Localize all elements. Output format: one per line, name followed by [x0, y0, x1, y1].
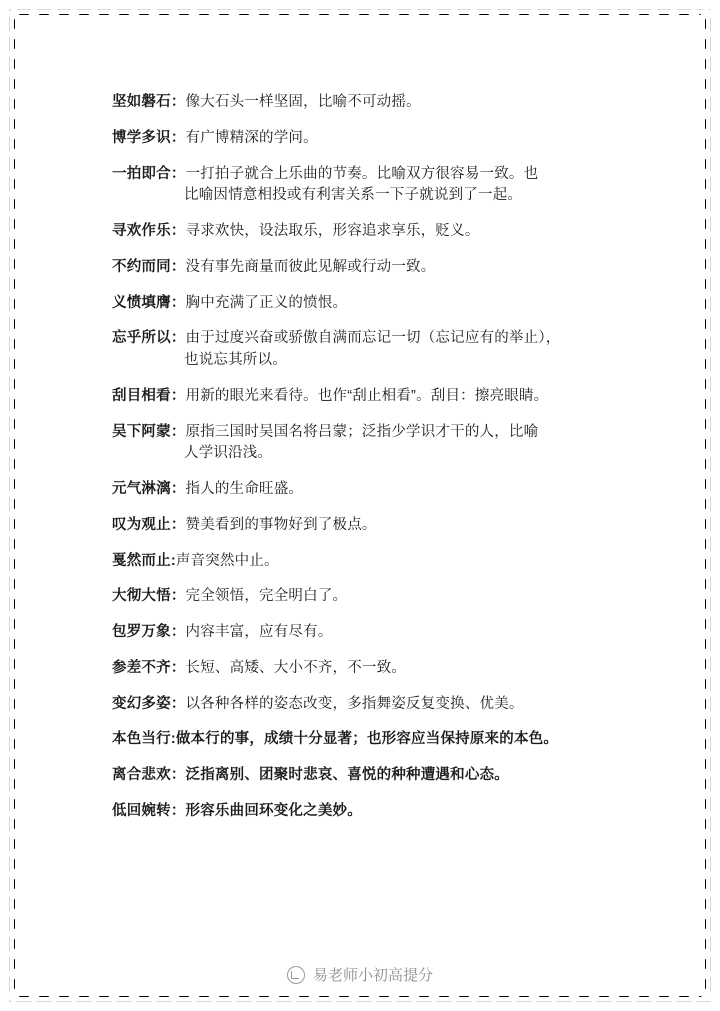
idiom-definition: 完全领悟，完全明白了。 — [185, 588, 348, 605]
idiom-term: 叹为观止 — [112, 516, 171, 533]
idiom-separator: ： — [170, 223, 186, 239]
idiom-entry — [112, 92, 622, 114]
idiom-definition: 没有事先商量而彼此见解或行动一致。 — [185, 258, 436, 275]
idiom-separator: ： — [170, 387, 186, 404]
idiom-separator: ： — [170, 659, 186, 676]
idiom-separator: ： — [170, 624, 186, 640]
idiom-definition: 形容乐曲回环变化之美妙。 — [185, 802, 362, 819]
idiom-term: 低回婉转 — [112, 802, 171, 819]
idiom-entry — [112, 658, 622, 680]
idiom-term: 包罗万象 — [112, 624, 171, 640]
idiom-term: 大彻大悟 — [112, 588, 171, 605]
idiom-term: 博学多识 — [112, 129, 171, 146]
idiom-separator: ： — [170, 767, 186, 783]
zhihu-logo-icon — [287, 966, 305, 984]
idiom-definition-continuation: 也说忘其所以。 — [184, 352, 287, 368]
idiom-separator: ： — [170, 258, 186, 275]
idiom-separator: ： — [170, 294, 186, 311]
idiom-entry — [112, 221, 622, 243]
idiom-definition: 以各种各样的姿态改变，多指舞姿反复变换、优美。 — [185, 695, 524, 712]
idiom-list — [112, 92, 622, 837]
idiom-term: 刮目相看 — [112, 387, 171, 404]
idiom-term: 一拍即合 — [112, 165, 171, 182]
watermark-author: 易老师小初高提分 — [312, 967, 433, 984]
idiom-entry — [112, 164, 622, 208]
idiom-separator: ： — [170, 423, 186, 440]
idiom-entry — [112, 622, 622, 644]
idiom-definition: 泛指离别、团聚时悲哀、喜悦的种种遭遇和心态。 — [185, 767, 509, 783]
idiom-entry — [112, 479, 622, 501]
idiom-entry — [112, 328, 622, 372]
zhihu-mark-icon — [287, 966, 305, 984]
idiom-separator: ： — [170, 695, 186, 712]
idiom-definition: 有广博精深的学问。 — [185, 129, 318, 146]
idiom-definition: 寻求欢快，设法取乐，形容追求享乐，贬义。 — [185, 223, 480, 239]
idiom-definition: 赞美看到的事物好到了极点。 — [185, 516, 377, 533]
idiom-definition: 一打拍子就合上乐曲的节奏。比喻双方很容易一致。也 — [185, 165, 539, 182]
idiom-term: 忘乎所以 — [112, 330, 171, 347]
idiom-entry — [112, 128, 622, 150]
idiom-definition: 用新的眼光来看待。也作“刮止相看”。刮目：擦亮眼睛。 — [185, 387, 549, 404]
idiom-term: 参差不齐 — [112, 659, 171, 676]
idiom-entry — [112, 515, 622, 537]
idiom-entry — [112, 729, 622, 751]
idiom-definition: 由于过度兴奋或骄傲自满而忘记一切（忘记应有的举止）， — [185, 330, 561, 347]
idiom-separator: ： — [170, 802, 186, 819]
idiom-term: 变幻多姿 — [112, 695, 171, 712]
idiom-separator: ： — [170, 516, 186, 533]
idiom-separator: ： — [170, 129, 186, 146]
idiom-separator: ： — [170, 165, 186, 182]
idiom-term: 吴下阿蒙 — [112, 423, 171, 440]
idiom-entry — [112, 551, 622, 573]
idiom-definition: 像大石头一样坚固，比喻不可动摇。 — [185, 94, 421, 110]
idiom-definition-continuation: 比喻因情意相投或有利害关系一下子就说到了一起。 — [184, 187, 523, 204]
idiom-term: 不约而同 — [112, 258, 171, 275]
idiom-term: 离合悲欢 — [112, 767, 171, 783]
idiom-term: 寻欢作乐 — [112, 223, 171, 239]
idiom-entry — [112, 586, 622, 608]
idiom-entry — [112, 801, 622, 823]
idiom-definition: 声音突然中止。 — [175, 552, 279, 569]
idiom-definition: 长短、高矮、大小不齐，不一致。 — [185, 659, 407, 676]
idiom-separator: ： — [170, 588, 186, 605]
idiom-term: 本色当行 — [112, 731, 171, 748]
idiom-entry — [112, 422, 622, 466]
idiom-entry — [112, 257, 622, 279]
idiom-definition: 指人的生命旺盛。 — [185, 481, 304, 497]
idiom-term: 坚如磐石 — [112, 94, 171, 110]
idiom-definition: 内容丰富，应有尽有。 — [185, 624, 333, 640]
idiom-separator: : — [170, 552, 176, 569]
idiom-definition-continuation: 人学识沿浅。 — [184, 445, 273, 462]
idiom-separator: ： — [170, 481, 186, 497]
idiom-separator: ： — [170, 330, 186, 347]
idiom-separator: : — [170, 731, 176, 748]
footer-watermark — [0, 964, 720, 985]
idiom-definition: 胸中充满了正义的愤恨。 — [185, 294, 348, 311]
idiom-definition: 原指三国时吴国名将吕蒙；泛指少学识才干的人，比喻 — [185, 423, 539, 440]
idiom-entry — [112, 293, 622, 315]
idiom-separator: ： — [170, 94, 186, 110]
idiom-term: 义愤填膺 — [112, 294, 171, 311]
idiom-entry — [112, 694, 622, 716]
idiom-definition: 做本行的事，成绩十分显著；也形容应当保持原来的本色。 — [175, 731, 559, 748]
idiom-entry — [112, 386, 622, 408]
idiom-term: 戛然而止 — [112, 552, 171, 569]
idiom-entry — [112, 765, 622, 787]
idiom-term: 元气淋漓 — [112, 481, 171, 497]
